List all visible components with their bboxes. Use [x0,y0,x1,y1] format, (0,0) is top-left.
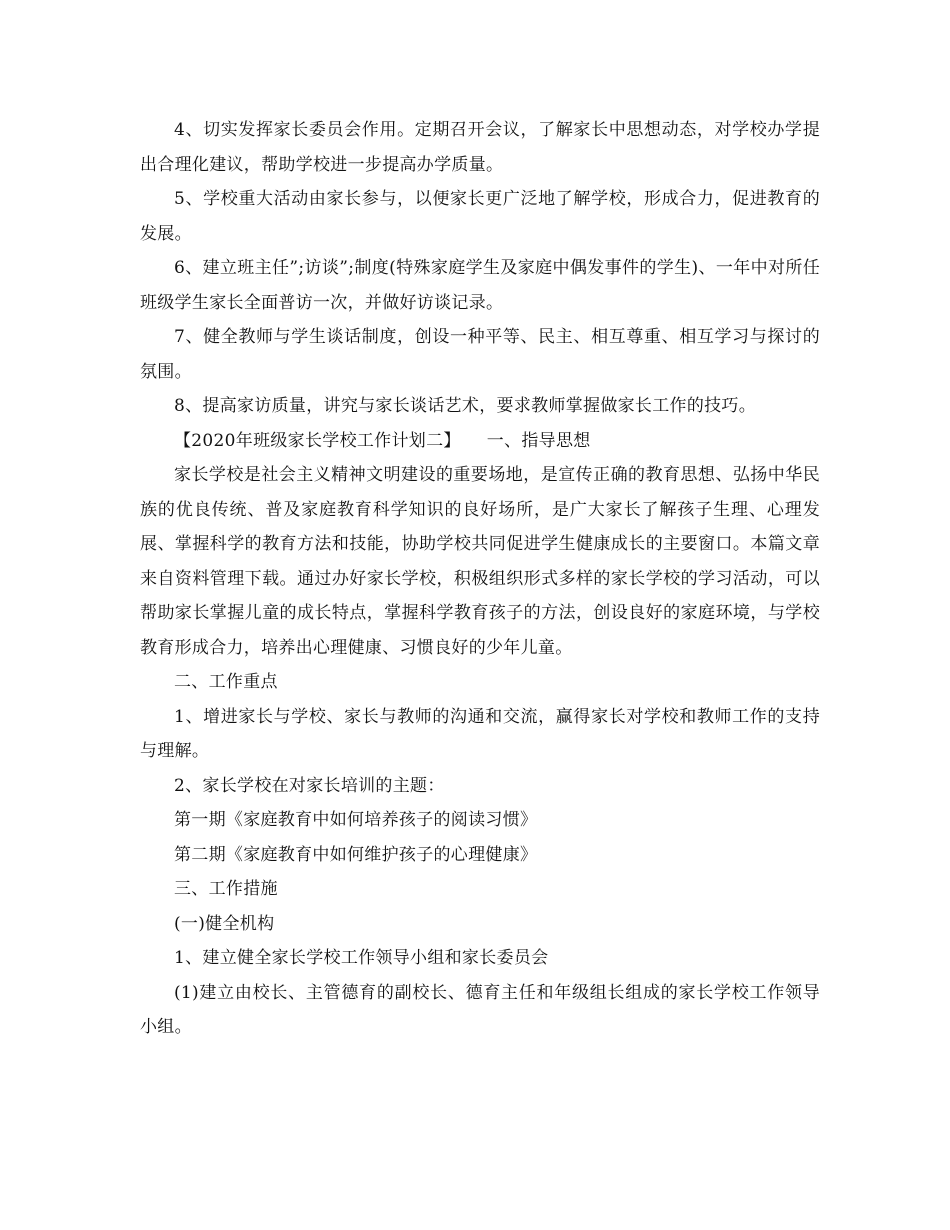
paragraph-focus-2: 2、家长学校在对家长培训的主题： [174,775,445,796]
paragraph-item-4: 4、切实发挥家长委员会作用。定期召开会议，了解家长中思想动态，对学校办学提出合理化建议，帮助学校进一步提高办学质量。 [140,120,820,175]
paragraph-focus-1: 1、增进家长与学校、家长与教师的沟通和交流，赢得家长对学校和教师工作的支持与理解。 [140,706,820,761]
paragraph-item-5: 5、学校重大活动由家长参与，以便家长更广泛地了解学校，形成合力，促进教育的发展。 [140,189,820,244]
section-title-plan-two: 【2020年班级家长学校工作计划二】 一、指导思想 [174,430,591,451]
paragraph-session-1: 第一期《家庭教育中如何培养孩子的阅读习惯》 [174,810,538,830]
paragraph-session-2: 第二期《家庭教育中如何维护孩子的心理健康》 [174,844,538,865]
paragraph-item-8: 8、提高家访质量，讲究与家长谈话艺术，要求教师掌握做家长工作的技巧。 [174,396,757,416]
paragraph-guiding-ideology: 家长学校是社会主义精神文明建设的重要场地，是宣传正确的教育思想、弘扬中华民族的优良传统、普及家庭教育科学知识的良好场所，是广大家长了解孩子生理、心理发展、掌握科学的教育方法和技能，协助学校共同促进学生健康成长的主要窗口。本篇文章来自资料管理下载。通过办好家长学校，积极组织形式多样的家长学校的学习活动，可以帮助家长掌握儿童的成长特点，掌握科学教育孩子的方法，创设良好的家庭环境，与学校教育形成合力，培养出心理健康、习惯良好的少年儿童。 [140,465,820,658]
paragraph-measure-1: 1、建立健全家长学校工作领导小组和家长委员会 [174,948,549,968]
heading-work-focus: 二、工作重点 [174,672,278,692]
heading-sound-organization: (一)健全机构 [174,913,275,934]
paragraph-measure-1-1: (1)建立由校长、主管德育的副校长、德育主任和年级组长组成的家长学校工作领导小组。 [140,982,820,1037]
paragraph-item-6: 6、建立班主任”;访谈”;制度(特殊家庭学生及家庭中偶发事件的学生)、一年中对所任班级学生家长全面普访一次，并做好访谈记录。 [140,258,820,313]
paragraph-item-7: 7、健全教师与学生谈话制度，创设一种平等、民主、相互尊重、相互学习与探讨的氛围。 [140,327,820,382]
heading-work-measures: 三、工作措施 [174,879,278,899]
document-body [140,113,820,1045]
